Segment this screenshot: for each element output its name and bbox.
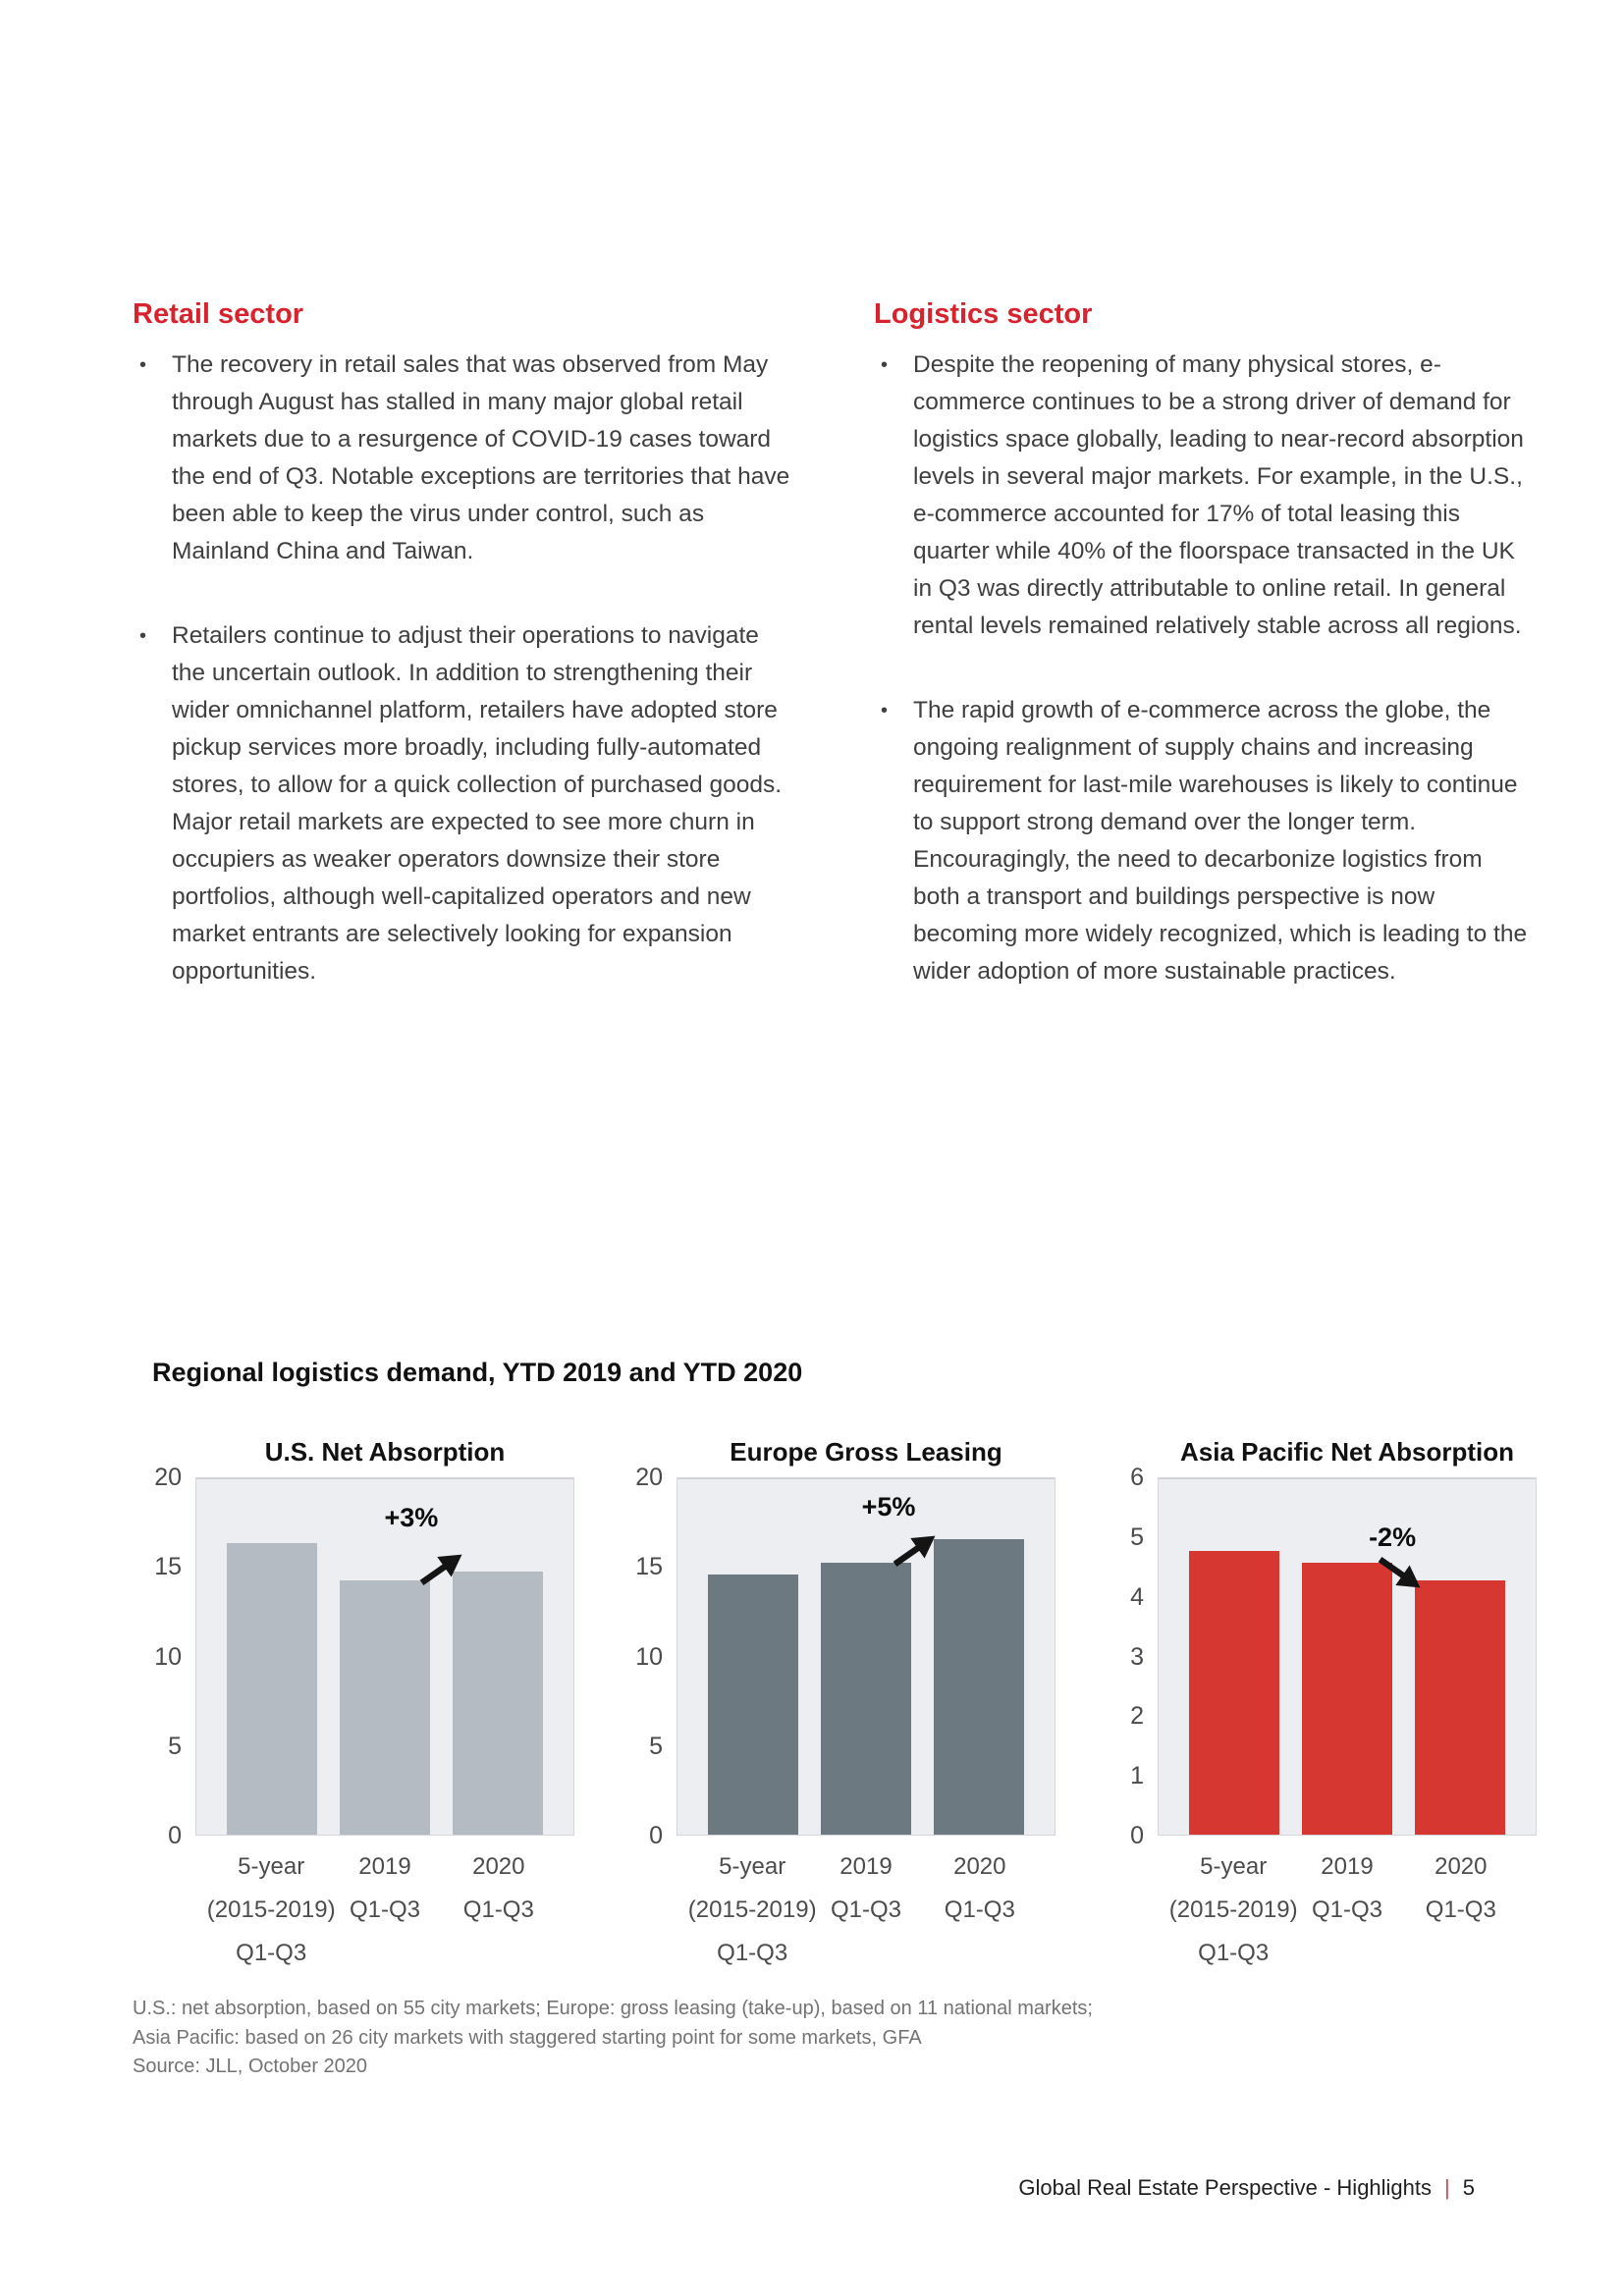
y-axis-tick: 5: [168, 1732, 182, 1760]
bar: [934, 1539, 1024, 1835]
x-axis-label: [945, 1845, 1015, 1932]
annotation-label: +5%: [861, 1492, 916, 1522]
y-axis: [1095, 1464, 1158, 1849]
retail-section: [133, 297, 790, 1038]
x-axis-labels: [677, 1836, 1056, 1983]
y-axis-tick: 3: [1130, 1642, 1144, 1671]
y-axis-tick: 1: [1130, 1762, 1144, 1790]
footer-title: Global Real Estate Perspective - Highlights: [1018, 2175, 1433, 2200]
y-axis-tick: 5: [649, 1732, 663, 1760]
bullet-text: The rapid growth of e-commerce across the globe, the ongoing realignment of supply chains and increasing requirement for last-mile warehouses is likely to continue to support strong demand over the longer term. Encouragingly, the need to decarbonize logistics from both a transport and buildings perspective is now becoming more widely recognized, which is leading to the wider adoption of more sustainable practices.: [913, 697, 1528, 985]
retail-bullet-list: [133, 347, 790, 990]
bullet-text: Retailers continue to adjust their operations to navigate the uncertain outlook. In addition to strengthening their wider omnichannel platform, retailers have adopted store pickup services more broadly, including fully-automated stores, to allow for a quick collection of purchased goods. Major retail markets are expected to see more churn in occupiers as weaker operators downsize their store portfolios, although well-capitalized operators and new market entrants are selectively looking for expansion opportunities.: [172, 622, 783, 985]
bar: [340, 1580, 430, 1835]
chart-title: U.S. Net Absorption: [264, 1437, 506, 1467]
footnote-line: Source: JLL, October 2020: [133, 2056, 368, 2077]
x-axis-label-line: Q1-Q3: [1198, 1940, 1270, 1966]
x-axis-label-line: Q1-Q3: [349, 1896, 421, 1923]
x-axis-label-line: 2019: [358, 1853, 411, 1880]
x-axis-label: [1426, 1845, 1496, 1932]
y-axis-tick: 10: [154, 1642, 182, 1671]
x-axis-label: [831, 1845, 901, 1932]
page-footer: [1018, 2175, 1475, 2201]
x-axis-label-line: 2019: [839, 1853, 893, 1880]
x-axis-label-line: 5-year: [238, 1853, 305, 1880]
bar: [1302, 1563, 1392, 1835]
footnote-line: U.S.: net absorption, based on 55 city markets; Europe: gross leasing (take-up), based on 11 national markets;: [133, 1998, 1093, 2019]
x-axis-label-line: (2015-2019): [687, 1896, 817, 1923]
x-axis-label-line: (2015-2019): [1168, 1896, 1298, 1923]
bullet-icon: •: [139, 625, 147, 647]
x-axis-label-line: 2019: [1321, 1853, 1374, 1880]
y-axis-tick: 15: [635, 1553, 663, 1581]
x-axis-labels: [195, 1836, 574, 1983]
footer-separator: |: [1444, 2175, 1450, 2200]
x-axis-label-line: 2020: [953, 1853, 1006, 1880]
x-axis-label-line: Q1-Q3: [1311, 1896, 1383, 1923]
plot-area: [677, 1477, 1056, 1836]
x-axis-label-line: Q1-Q3: [236, 1940, 307, 1966]
bar: [453, 1572, 543, 1835]
y-axis: [614, 1464, 677, 1849]
y-axis-tick: 20: [154, 1464, 182, 1491]
chart-title: Europe Gross Leasing: [730, 1437, 1002, 1467]
charts-block: [133, 1358, 1537, 1983]
list-item: [133, 617, 790, 990]
text-columns: [133, 297, 1532, 1038]
bar: [227, 1543, 317, 1835]
y-axis: [133, 1464, 195, 1849]
charts-row: [133, 1437, 1537, 1983]
x-axis-label-line: Q1-Q3: [462, 1896, 534, 1923]
x-axis-label-line: Q1-Q3: [830, 1896, 902, 1923]
bar: [1415, 1580, 1505, 1835]
x-axis-label: [688, 1845, 817, 1975]
x-axis-label: [463, 1845, 534, 1932]
x-axis-label: [207, 1845, 336, 1975]
x-axis-label: [1312, 1845, 1382, 1932]
x-axis-label-line: (2015-2019): [206, 1896, 336, 1923]
bar-chart: [1095, 1437, 1537, 1983]
y-axis-tick: 4: [1130, 1582, 1144, 1611]
y-axis-tick: 6: [1130, 1464, 1144, 1491]
x-axis-labels: [1158, 1836, 1537, 1983]
retail-heading: Retail sector: [133, 298, 304, 330]
logistics-section: [874, 297, 1532, 1038]
bar: [821, 1563, 911, 1835]
x-axis-label: [1169, 1845, 1298, 1975]
arrow-down-right-icon: [1371, 1552, 1430, 1595]
chart-footnote: [133, 1995, 1409, 2082]
list-item: [133, 347, 790, 570]
x-axis-label-line: 5-year: [719, 1853, 786, 1880]
y-axis-tick: 0: [649, 1822, 663, 1849]
bullet-text: Despite the reopening of many physical stores, e-commerce continues to be a strong driver of demand for logistics space globally, leading to near-record absorption levels in several major markets. For example, in the U.S., e-commerce accounted for 17% of total leasing this quarter while 40% of the floorspace transacted in the UK in Q3 was directly attributable to online retail. In general rental levels remained relatively stable across all regions.: [913, 351, 1524, 639]
x-axis-label-line: 2020: [472, 1853, 525, 1880]
chart-body: [133, 1464, 574, 1849]
bar: [1189, 1551, 1279, 1835]
bullet-icon: •: [139, 354, 147, 376]
x-axis-label-line: Q1-Q3: [944, 1896, 1015, 1923]
bullet-text: The recovery in retail sales that was observed from May through August has stalled in many major global retail markets due to a resurgence of COVID-19 cases toward the end of Q3. Notable exceptions are territories that have been able to keep the virus under control, such as Mainland China and Taiwan.: [172, 351, 790, 564]
y-axis-tick: 10: [635, 1642, 663, 1671]
y-axis-tick: 20: [635, 1464, 663, 1491]
y-axis-tick: 15: [154, 1553, 182, 1581]
footnote-line: Asia Pacific: based on 26 city markets with staggered starting point for some markets, GFA: [133, 2026, 922, 2049]
list-item: [874, 692, 1532, 990]
page-number: 5: [1462, 2175, 1475, 2200]
annotation-label: +3%: [384, 1503, 439, 1533]
x-axis-label-line: Q1-Q3: [1425, 1896, 1496, 1923]
chart-title: Asia Pacific Net Absorption: [1180, 1437, 1514, 1467]
charts-section-title: Regional logistics demand, YTD 2019 and YTD 2020: [152, 1358, 803, 1387]
x-axis-label-line: 5-year: [1200, 1853, 1268, 1880]
x-axis-label-line: Q1-Q3: [717, 1940, 788, 1966]
arrow-up-right-icon: [412, 1547, 471, 1590]
bullet-icon: •: [881, 700, 889, 721]
annotation-label: -2%: [1369, 1522, 1417, 1552]
bar: [708, 1575, 798, 1835]
list-item: [874, 347, 1532, 645]
chart-body: [1095, 1464, 1537, 1849]
chart-body: [614, 1464, 1056, 1849]
plot-area: [195, 1477, 574, 1836]
plot-area: [1158, 1477, 1537, 1836]
logistics-heading: Logistics sector: [874, 298, 1093, 330]
bullet-icon: •: [881, 354, 889, 376]
logistics-bullet-list: [874, 347, 1532, 990]
y-axis-tick: 0: [168, 1822, 182, 1849]
x-axis-label: [350, 1845, 420, 1932]
x-axis-label-line: 2020: [1435, 1853, 1488, 1880]
y-axis-tick: 2: [1130, 1702, 1144, 1731]
y-axis-tick: 5: [1130, 1522, 1144, 1551]
arrow-up-right-icon: [886, 1528, 945, 1572]
y-axis-tick: 0: [1130, 1822, 1144, 1849]
bar-chart: [614, 1437, 1056, 1983]
bar-chart: [133, 1437, 574, 1983]
